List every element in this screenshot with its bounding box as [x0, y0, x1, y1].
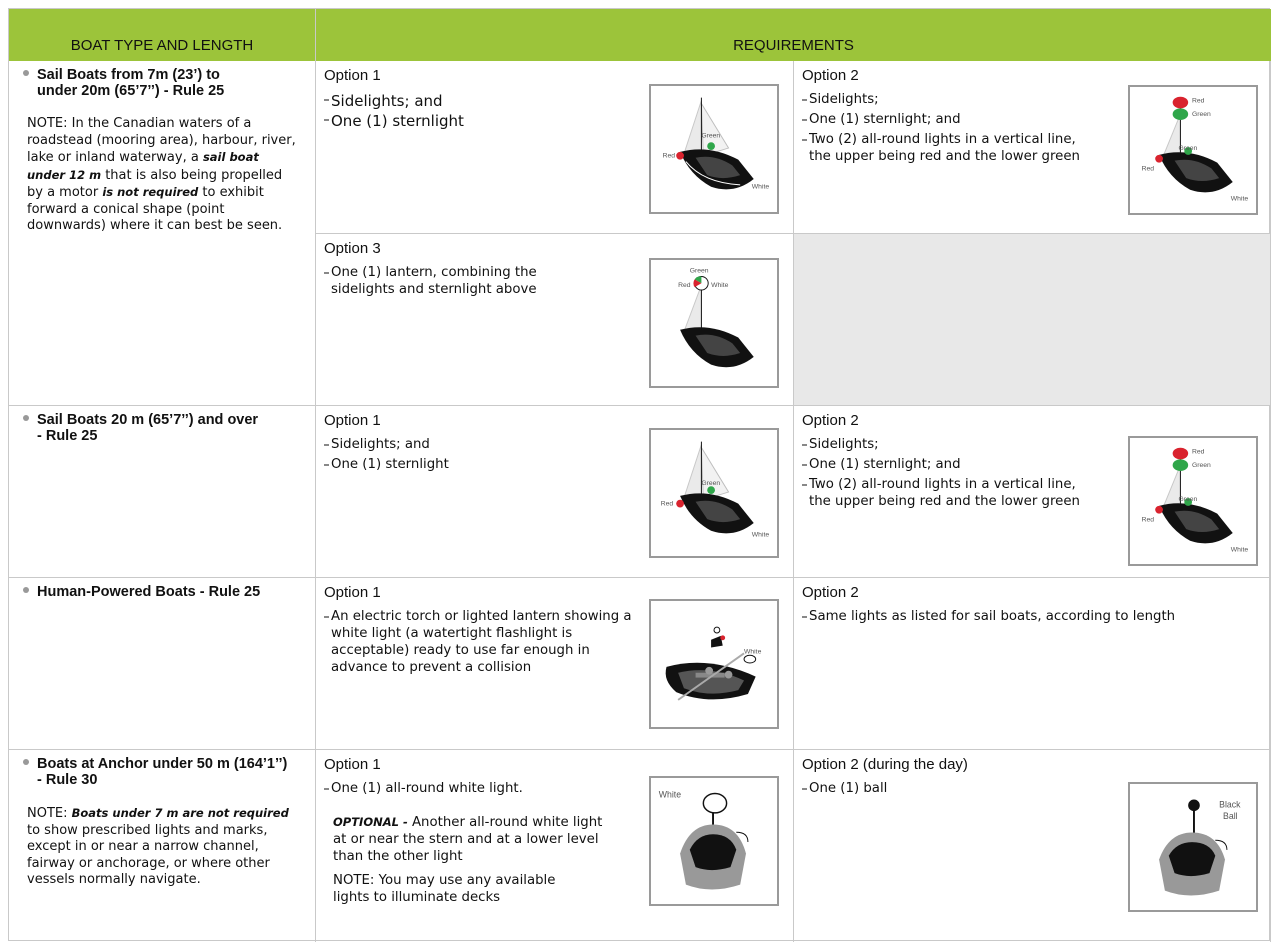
header-boat-type — [9, 9, 316, 61]
row1-option1 — [316, 61, 794, 234]
svg-text:White: White — [711, 282, 729, 290]
svg-text:White: White — [658, 789, 682, 800]
svg-text:White: White — [751, 531, 770, 539]
row-human-powered-type — [9, 578, 316, 750]
anchored-boat-white-light-figure — [649, 776, 779, 906]
requirement-item: One (1) sternlight; and — [802, 111, 1082, 128]
row1-empty-cell — [794, 234, 1271, 406]
sailboat-sidelights-figure — [649, 428, 779, 558]
svg-text:Red: Red — [1192, 97, 1205, 105]
row-boats-at-anchor-type — [9, 750, 316, 942]
svg-text:Red: Red — [662, 152, 676, 160]
row3-option1 — [316, 578, 794, 750]
row-sailboats-large-type — [9, 406, 316, 578]
requirement-item: Same lights as listed for sail boats, according to length — [802, 608, 1242, 625]
option-title: Option 1 — [324, 412, 381, 429]
requirement-item: One (1) sternlight — [324, 111, 464, 131]
row-note: NOTE: In the Canadian waters of a roadstead (mooring area), harbour, river, lake or inland waterway, a sail boat under 12 m that is also being propelled by a motor is not required to exhibit forward a conical shape (point downwards) where it can best be seen. — [27, 116, 296, 233]
svg-text:Green: Green — [1178, 496, 1198, 503]
row4-option2 — [794, 750, 1271, 942]
option-title: Option 3 — [324, 240, 381, 257]
rowboat-torch-figure — [649, 599, 779, 729]
anchored-boat-black-ball-figure — [1128, 782, 1258, 912]
option-title: Option 2 — [802, 584, 859, 601]
boat-type-label: Sail Boats 20 m (65’7’’) and over - Rule 25 — [23, 412, 263, 444]
requirement-item: Two (2) all-round lights in a vertical line, the upper being red and the lower green — [802, 131, 1082, 165]
deck-lights-note: NOTE: You may use any available lights to illuminate decks — [333, 873, 556, 905]
sailboat-masthead-lights-figure — [1128, 436, 1258, 566]
row-note: NOTE: Boats under 7 m are not required to show prescribed lights and marks, except in or near a narrow channel, fairway or anchorage, or where other vessels normally navigate. — [27, 806, 289, 887]
sailboat-masthead-lights-figure — [1128, 85, 1258, 215]
header-requirements — [316, 9, 1271, 61]
svg-text:White: White — [751, 183, 770, 191]
row1-option3 — [316, 234, 794, 406]
svg-text:Ball: Ball — [1223, 810, 1238, 821]
requirement-item: Sidelights; and — [324, 91, 464, 111]
option-title: Option 1 — [324, 756, 381, 773]
row4-option1 — [316, 750, 794, 942]
svg-text:Red: Red — [1192, 448, 1205, 456]
requirement-item: One (1) all-round white light. — [324, 780, 523, 797]
option-title: Option 2 — [802, 67, 859, 84]
requirement-item: An electric torch or lighted lantern showing a white light (a watertight flashlight is acceptable) ready to use far enough in advance to prevent a collision — [324, 608, 642, 676]
svg-text:Green: Green — [1178, 145, 1198, 152]
svg-text:Black: Black — [1219, 799, 1241, 810]
row3-option2 — [794, 578, 1271, 750]
svg-text:Red: Red — [660, 500, 674, 508]
row-sailboats-small-type — [9, 61, 316, 406]
optional-note: OPTIONAL - Another all-round white light at or near the stern and at a lower level than the other light — [333, 815, 603, 864]
boat-type-label: Human-Powered Boats - Rule 25 — [23, 584, 283, 600]
svg-text:White: White — [1230, 195, 1249, 203]
option-title: Option 1 — [324, 67, 381, 84]
svg-text:Red: Red — [1141, 165, 1155, 173]
requirement-item: Two (2) all-round lights in a vertical line, the upper being red and the lower green — [802, 476, 1082, 510]
svg-text:Green: Green — [701, 480, 721, 488]
svg-text:Green: Green — [689, 267, 709, 275]
requirement-item: One (1) ball — [802, 780, 887, 797]
option-title: Option 2 (during the day) — [802, 756, 968, 773]
svg-text:White: White — [1230, 546, 1249, 554]
option-title: Option 1 — [324, 584, 381, 601]
svg-text:Green: Green — [1192, 462, 1211, 470]
boat-type-label: Boats at Anchor under 50 m (164’1’’) - Rule 30 — [23, 756, 293, 788]
requirement-item: One (1) sternlight; and — [802, 456, 1082, 473]
row2-option1 — [316, 406, 794, 578]
sailboat-sidelights-figure — [649, 84, 779, 214]
requirement-item: One (1) lantern, combining the sidelights and sternlight above — [324, 264, 594, 298]
requirement-item: Sidelights; and — [324, 436, 449, 453]
sailboat-tricolor-lantern-figure — [649, 258, 779, 388]
header-requirements-label: REQUIREMENTS — [733, 37, 854, 54]
requirement-item: One (1) sternlight — [324, 456, 449, 473]
svg-text:Red: Red — [1141, 516, 1155, 524]
svg-text:Green: Green — [1192, 111, 1211, 119]
boat-type-label: Sail Boats from 7m (23’) to under 20m (65’7’’) - Rule 25 — [23, 67, 263, 99]
row1-option2 — [794, 61, 1271, 234]
requirement-item: Sidelights; — [802, 91, 1082, 108]
requirement-item: Sidelights; — [802, 436, 1082, 453]
option-title: Option 2 — [802, 412, 859, 429]
svg-text:Red: Red — [678, 282, 691, 290]
svg-text:White: White — [744, 648, 762, 656]
lights-requirements-table — [8, 8, 1270, 941]
header-boat-type-label: BOAT TYPE AND LENGTH — [70, 37, 254, 54]
row2-option2 — [794, 406, 1271, 578]
svg-text:Green: Green — [701, 132, 721, 140]
